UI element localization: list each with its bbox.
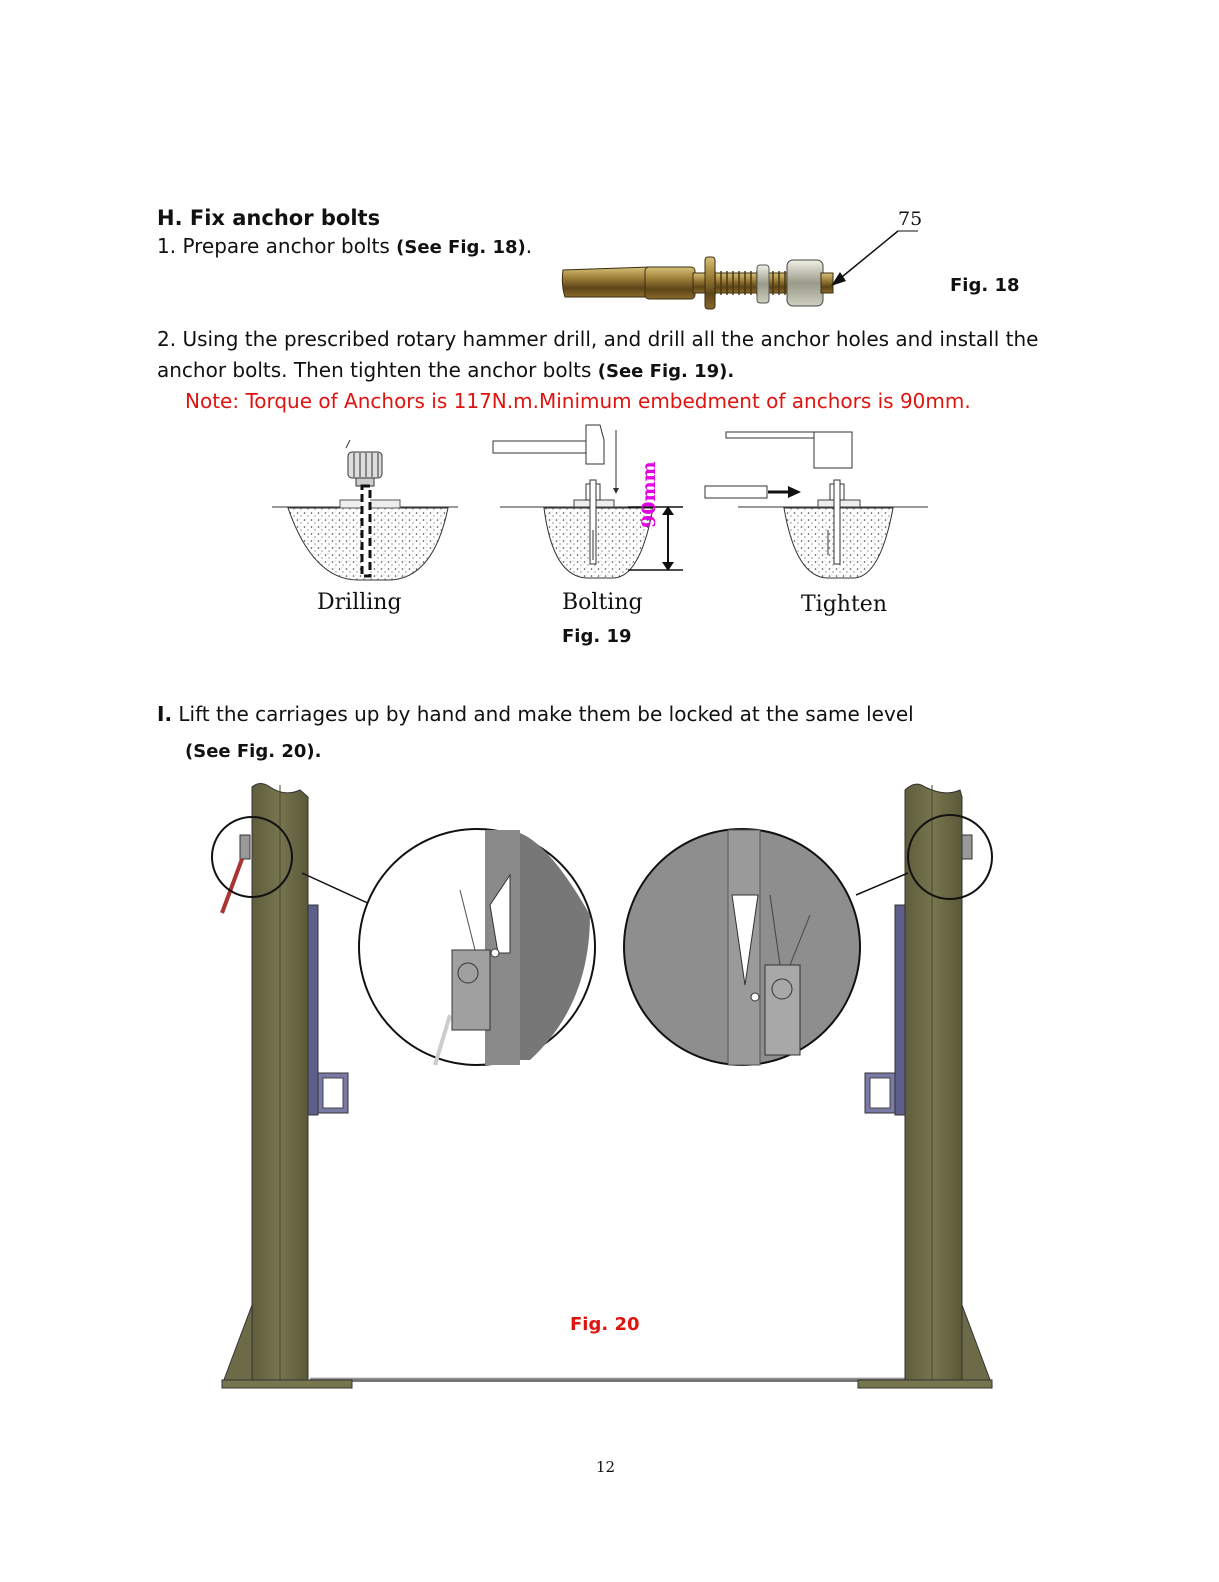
drilling-label: Drilling <box>317 590 402 615</box>
step-1-ref: (See Fig. 18) <box>396 237 526 258</box>
fig-18-caption: Fig. 18 <box>950 275 1020 296</box>
step-2-line-1: 2. Using the prescribed rotary hammer drill, and drill all the anchor holes and install the <box>157 327 1039 351</box>
depth-label: 90mm <box>638 461 660 528</box>
section-i-lead: I. <box>157 702 173 726</box>
step-1-text: 1. Prepare anchor bolts <box>157 234 397 258</box>
section-h-heading: H. Fix anchor bolts <box>157 206 381 230</box>
fig-19-caption: Fig. 19 <box>562 626 632 647</box>
left-detail-circle <box>359 829 595 1065</box>
anchor-bolt-figure <box>555 205 925 325</box>
section-i-text: Lift the carriages up by hand and make them be locked at the same level <box>172 702 914 726</box>
fig-20-diagram <box>210 775 1010 1395</box>
left-column <box>212 784 372 1389</box>
tighten-panel <box>705 432 928 578</box>
tighten-label: Tighten <box>801 592 887 617</box>
right-detail-circle <box>624 829 860 1065</box>
section-i-ref: (See Fig. 20). <box>185 741 322 762</box>
step-1-end: . <box>525 234 533 258</box>
bolting-label: Bolting <box>562 590 643 615</box>
page-number: 12 <box>596 1458 616 1476</box>
fig-20-caption: Fig. 20 <box>570 1314 640 1335</box>
torque-note: Note: Torque of Anchors is 117N.m.Minimum embedment of anchors is 90mm. <box>185 389 971 413</box>
step-1 <box>157 233 532 261</box>
right-column <box>856 784 992 1388</box>
drilling-panel <box>272 440 458 580</box>
section-i-line <box>157 701 914 727</box>
step-2-ref: (See Fig. 19). <box>597 361 735 382</box>
step-2-line-2 <box>157 357 734 385</box>
fig-18-dimension-label: 75 <box>898 208 923 230</box>
step-2-text: anchor bolts. Then tighten the anchor bolts <box>157 358 598 382</box>
